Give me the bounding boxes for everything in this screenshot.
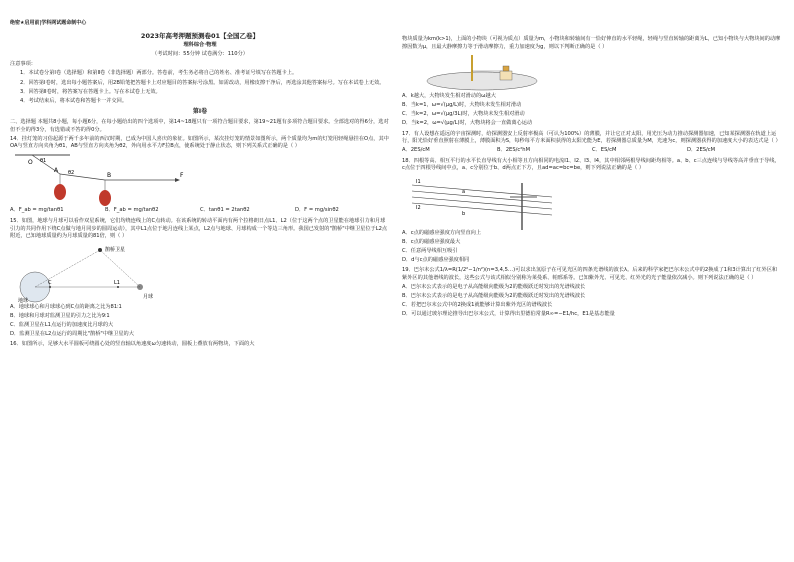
- q19-option: D．可以通过玻尔理论推导出巴尔末公式，计算得出里德伯常量R∞=−E1/hc，E1是基态能量: [402, 311, 615, 318]
- q17-text: 17．有人设想在遥远的宇宙探测时，给探测器安上反射率极高（可认为100%）的薄膜，并让它正对太阳，用光压为动力推动探测器加速，已知某探测器在轨道上运行，阳光恰好垂直照射在薄膜上，薄膜面积为S，每秒每平方米面积获得的太阳光能为E，若探测器总质量为M，光速为c，则探测器获得的加速度大小的表达式是（ ）: [402, 130, 781, 145]
- q19-option: A．巴尔末公式表示的是电子从高能级向能级为2的能级跃迁时发出的光谱线波长: [402, 284, 586, 291]
- big-block: [500, 71, 512, 80]
- section-title: 第Ⅰ卷: [192, 108, 208, 116]
- label-b: B: [107, 172, 112, 180]
- exam-title: 2023年高考押题预测卷01【全国乙卷】: [140, 31, 260, 40]
- q17-options: [402, 147, 782, 155]
- note-item: 3．回答第Ⅱ卷时，将答案写在答题卡上。写在本试卷上无效。: [20, 88, 161, 95]
- label-a: a: [462, 188, 466, 195]
- wire-4: [412, 203, 552, 215]
- q15-option: A．地球球心和月球球心到C点的距离之比为81∶1: [10, 304, 122, 311]
- label-relay: 鹊桥卫星: [105, 247, 126, 254]
- notes-header: 注意事项：: [10, 61, 36, 68]
- q17-option-a: A．2ES/cM: [402, 147, 430, 154]
- label-l1: L1: [114, 280, 120, 287]
- q14-option-b: B．F_ab = mg/tanθ2: [105, 207, 159, 214]
- small-block: [503, 66, 509, 71]
- moon-l2-line: [100, 250, 140, 287]
- note-item: 1．本试卷分第Ⅰ卷（选择题）和第Ⅱ卷（非选择题）两部分。答卷前，考生务必将自己的姓名、准考证号填写在答题卡上。: [20, 70, 298, 77]
- point-c: [49, 286, 51, 288]
- q18-option: C．任意两导线相互吸引: [402, 247, 458, 254]
- point-l1: [117, 286, 119, 288]
- q19-text: 19．巴尔末公式1/λ=R(1/2²−1/n²)(n=3,4,5…)可以求出氢原子在可见光区的四条光谱线的波长λ。后来的科学家把巴尔末公式中的2换成了1和3计算出了红外区和紫外区的其他谱线的波长，这些公式与该式相似分别称为莱曼系、帕邢系等。已知紫外光、可见光、红外光的光子能量依次减小。则下列说法正确的是（ ）: [402, 267, 778, 281]
- wire-3: [412, 197, 552, 209]
- q16-option: D．当k=2，ω=√(μg/L)时，大物块将会一直做离心运动: [402, 119, 533, 126]
- label-earth: 地球: [18, 298, 29, 305]
- label-o: O: [28, 159, 33, 167]
- q14-option-d: D．F = mg/sinθ2: [295, 207, 339, 214]
- wire-1: [412, 185, 552, 197]
- label-a: A: [54, 167, 59, 175]
- note-item: 2．回答第Ⅰ卷时，选出每小题答案后，用2B铅笔把答题卡上对应题目的答案标号涂黑。如需改动，用橡皮擦干净后，再选涂其他答案标号。写在本试卷上无效。: [20, 79, 385, 86]
- q18-option: B．c点的磁感应强度最大: [402, 238, 461, 245]
- q18-figure: [402, 175, 782, 230]
- label-i1: I1: [416, 178, 421, 185]
- label-c: C: [48, 280, 52, 287]
- q16-option: C．当k=2，ω=√(μg/3L)时，大物块未发生相对滑动: [402, 110, 525, 117]
- q18-option: A．c点的磁感应强度方向竖直向上: [402, 229, 482, 236]
- q19-option: B．巴尔末公式表示的是电子从高能级向能级为2的能级跃迁时发出的光谱线波长: [402, 293, 586, 300]
- label-theta2: θ2: [68, 170, 75, 177]
- exam-info: （考试时间：55分钟 试卷满分：110分）: [152, 50, 248, 57]
- q15-text: 15．如图，地球与月球可以看作双星系统，它们均绕连线上的C点转动。在该系统的转动平面内有两个拉格朗日点L1、L2（位于这两个点的卫星能在地球引力和月球引力的共同作用下绕C点做与地月同步的圆周运动），其中L1点位于地月连线上某点，L2点与地球、月球构成一个等边三角形。我国已发射的"鹊桥"中继卫星位于L2点附近，已知地球质量约为月球质量的81倍，则（ ）: [10, 217, 388, 240]
- lantern-a: [54, 184, 66, 200]
- power-lines-diagram: [402, 175, 602, 230]
- label-moon: 月球: [143, 294, 154, 301]
- q16-figure: [402, 53, 782, 93]
- q15-option: C．监测卫星在L1点运行的加速度比月球的大: [10, 322, 114, 329]
- q16-option: A．k越大，大物块发生相对滑动的ω越大: [402, 92, 496, 99]
- q19-option: C．若把巴尔末公式中的2换成1就能够计算出紫外光区的谱线波长: [402, 302, 553, 309]
- label-b: b: [462, 210, 466, 217]
- q14-option-a: A．F_ab = mg/tanθ1: [10, 207, 64, 214]
- lantern-b: [99, 190, 111, 206]
- exam-stamp: 绝密★启用前|学科网试题命制中心: [10, 20, 87, 26]
- q15-figure: [10, 242, 390, 304]
- q14-figure: [10, 152, 390, 207]
- q14-option-c: C．tanθ1 = 2tanθ2: [200, 207, 250, 214]
- section-instructions: 二、选择题 本题共8小题，每小题6分，在每小题给出的四个选项中，第14~18题只有一项符合题目要求，第19~21题有多项符合题目要求。全部选对的得6分，选对但不全的得3分，有选错或不答的得0分。: [10, 118, 389, 133]
- label-i2: I2: [416, 204, 421, 211]
- q14-options: [10, 207, 390, 215]
- q14-text: 14．挂灯笼的习俗起源于两千多年前的西汉时期，已成为中国人喜庆的象征。如图所示，某次挂灯笼的情景如图所示，两个质量均为m的灯笼用轻绳悬挂在O点，其中OA与竖直方向夹角为θ1，AB与竖直方向夹角为θ2，外向用水平力F拉B点，使系统处于静止状态，则下列关系式正确的是（ ）: [10, 135, 389, 150]
- q17-option-d: D．2ES/cM: [687, 147, 716, 154]
- q16-option: B．当k=1，ω=√(μg/L)时，大物块未发生相对滑动: [402, 101, 522, 108]
- right-column: [402, 0, 782, 562]
- q16-text: 16．如图所示，足够大水平圆板可绕圆心处的竖直轴以角速度ω匀速转动，圆板上叠放有两物块，下面的大: [10, 341, 255, 348]
- exam-subtitle: 理科综合·物理: [183, 41, 217, 48]
- q16-continued: 物块质量为km(k>1)，上面的小物块（可视为质点）质量为m，小物块和转轴间有一恰好伸直的水平轻绳，轻绳与竖直转轴的距离为L，已知小物块与大物块间的动摩擦因数为μ，且最大静摩擦力等于滑动摩擦力，重力加速度为g，则以下判断正确的是（ ）: [402, 36, 781, 50]
- label-f: F: [180, 172, 184, 180]
- q15-option: B．地球和月球对监测卫星的引力之比为9∶1: [10, 313, 110, 320]
- earth-moon-diagram: [10, 242, 210, 304]
- q18-text: 18．四根等高、相互平行的水平长直导线有大小相等且方向相同的电流I1、I2、I3、I4，其中相邻两根导线间距均相等。a、b、c三点连线与导线等高并垂直于导线，c点位于四根导线间中点，a、c分别位于b、d两点正下方，且ad=ac=bc=be，则下列说法正确的是（ ）: [402, 157, 780, 172]
- turntable-diagram: [402, 53, 582, 93]
- note-item: 4．考试结束后，将本试卷和答题卡一并交回。: [20, 97, 128, 104]
- rope-ab: [60, 174, 105, 180]
- left-column: [10, 0, 390, 562]
- turntable-disk: [427, 72, 537, 90]
- q15-option: D．监测卫星在L2点运行的周期比"鹊桥"中继卫星的大: [10, 331, 134, 338]
- lantern-diagram: [10, 152, 210, 207]
- q18-option: D．d与c点的磁感应强度相同: [402, 256, 470, 263]
- q17-option-b: B．2ES/c²hM: [497, 147, 531, 154]
- label-theta1: θ1: [40, 158, 47, 165]
- q17-option-c: C．ES/cM: [592, 147, 617, 154]
